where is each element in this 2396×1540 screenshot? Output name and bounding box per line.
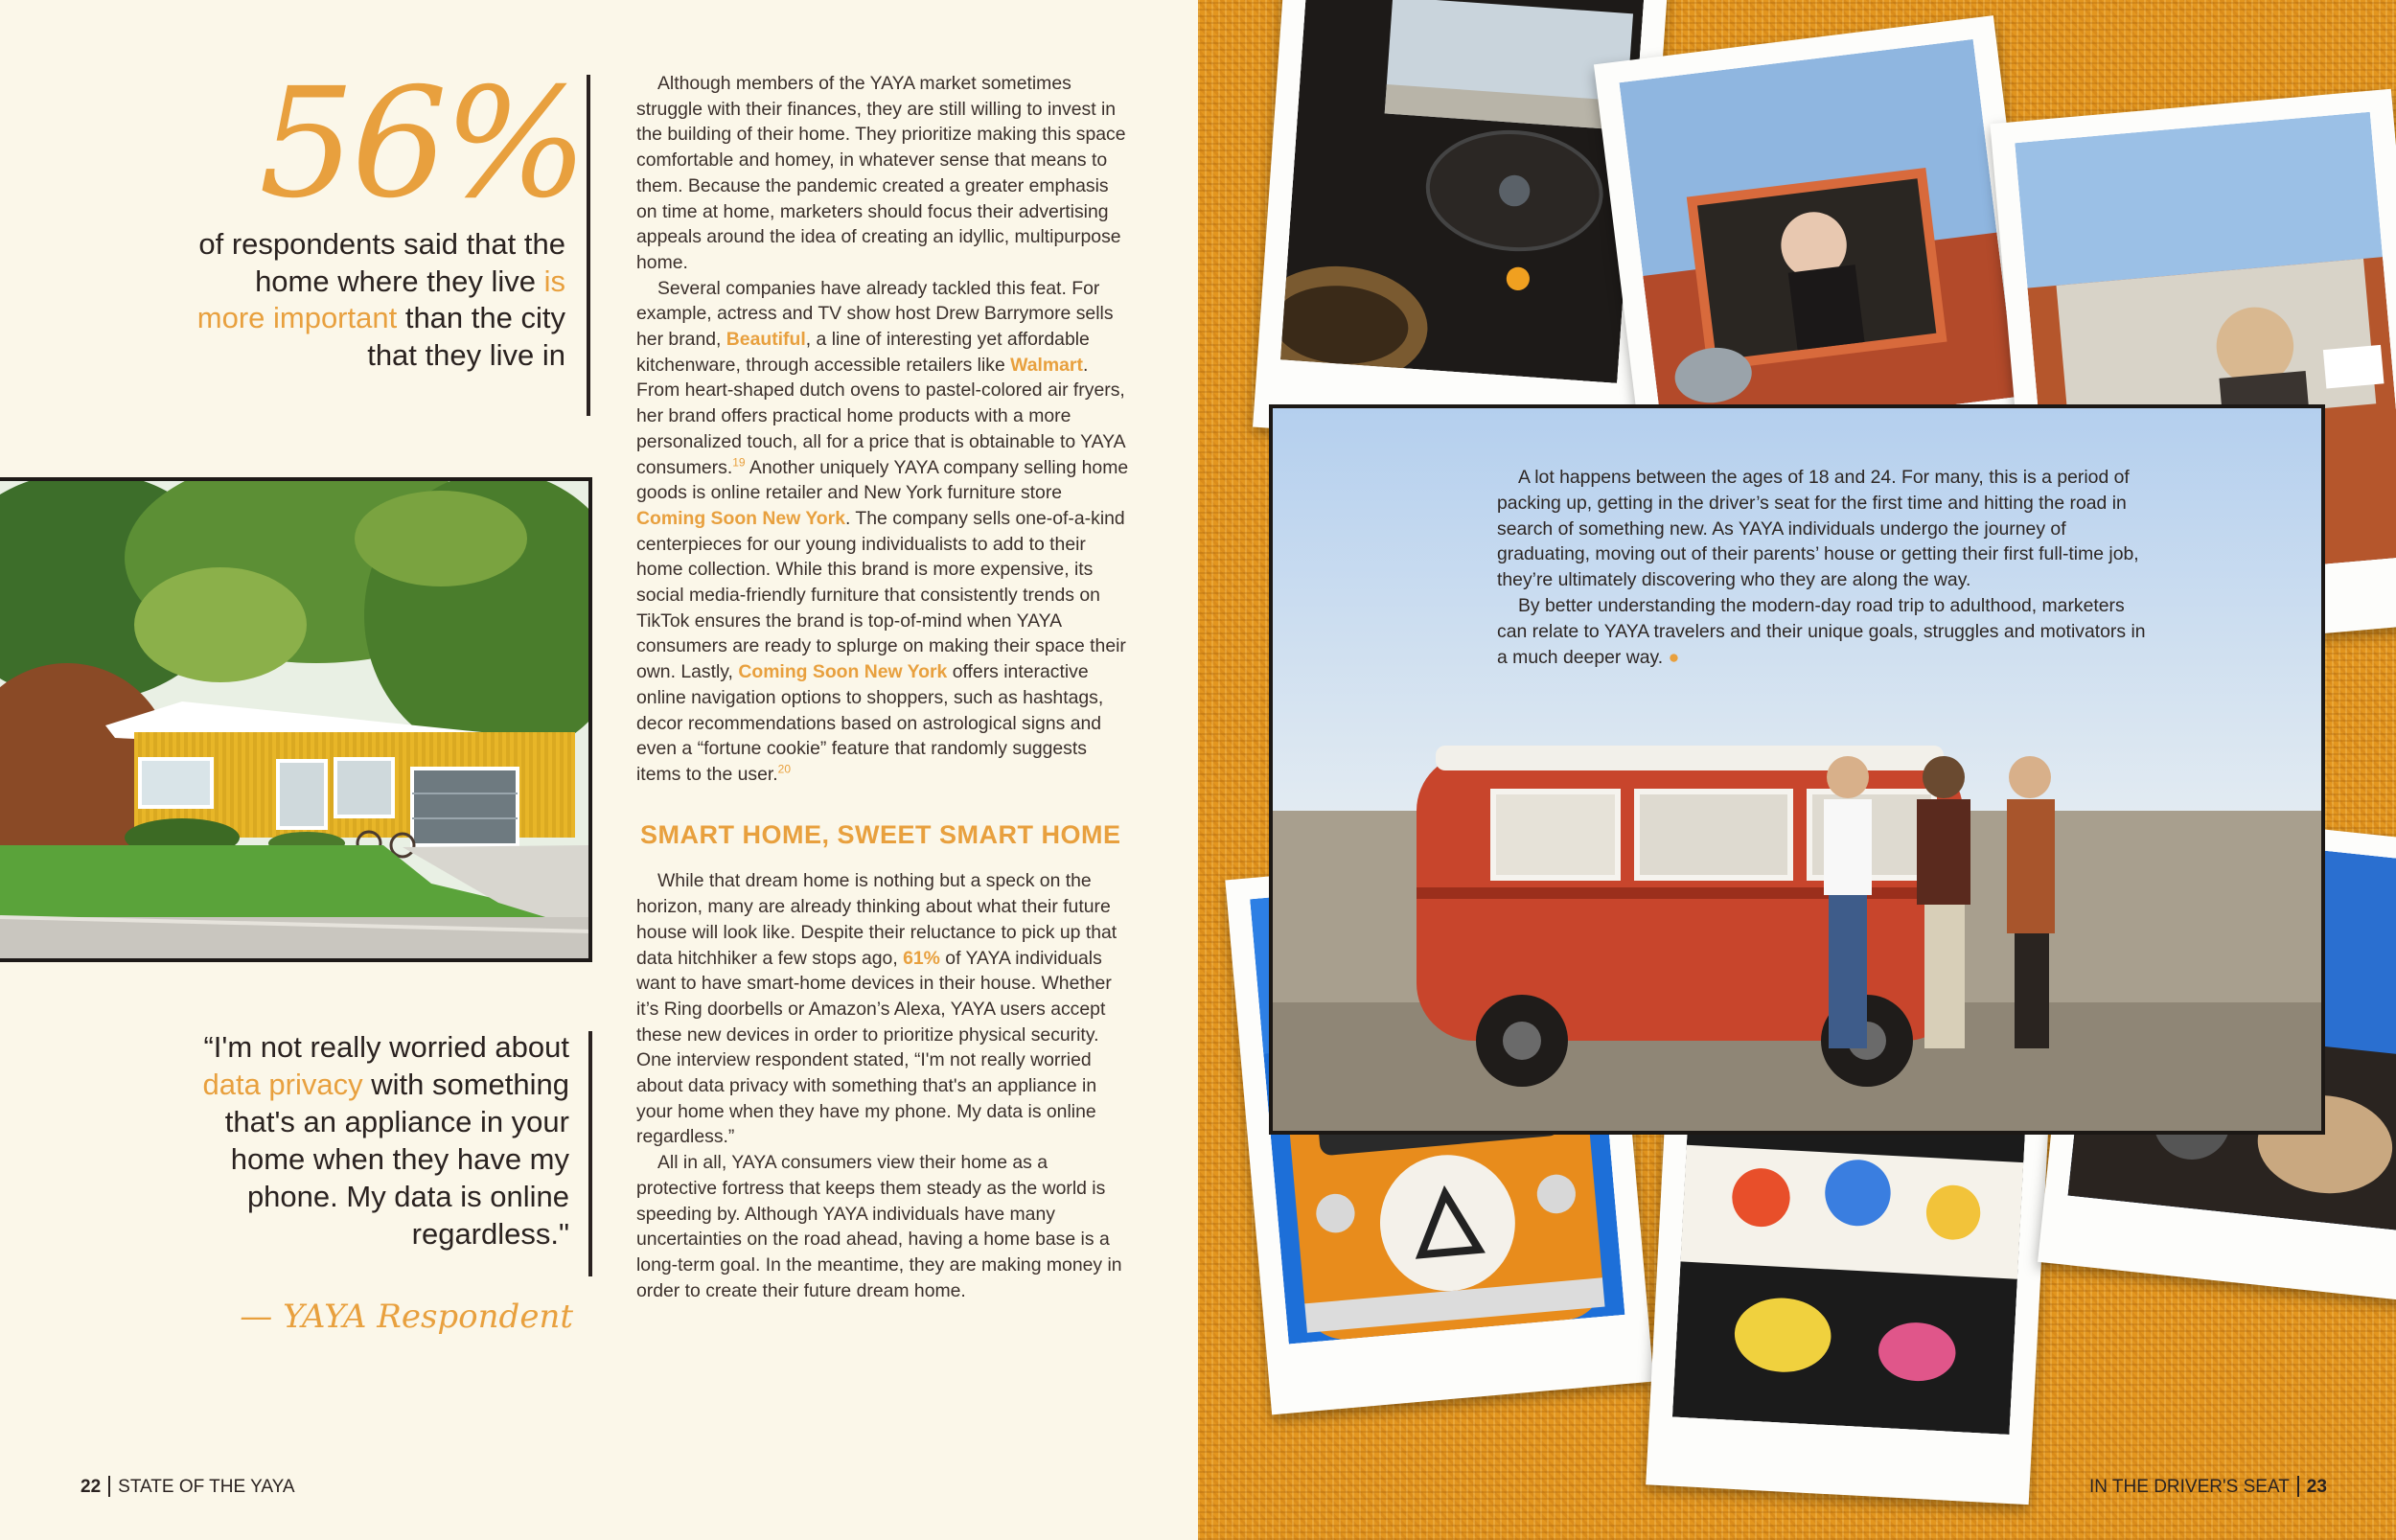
body-paragraph-3	[636, 868, 1133, 1150]
body-paragraph-2	[636, 276, 1133, 788]
stat-caption	[192, 226, 565, 374]
van-interior-illustration	[1280, 0, 1644, 383]
caption-paragraph-1: A lot happens between the ages of 18 and 24. For many, this is a period of packing up, getting in the driver’s seat for the first time and hitting the road in search of something new. As YAYA individuals undergo the journey of graduating, moving out of their parents’ house or getting their first full-time job, they’re ultimately discovering who they are along the way.	[1497, 467, 2139, 591]
text-span: While that dream home is nothing but a speck on the horizon, many are already thinking about what their future house will look like. Despite their reluctance to pick up that data hitchhiker a few stops ago,	[636, 870, 1117, 969]
page-number-left: 22	[81, 1477, 102, 1497]
driver-window-photo	[1619, 39, 2016, 441]
stat-caption-part2: than the city that they live in	[367, 301, 565, 372]
text-span: of YAYA individuals want to have smart-home devices in their house. Whether it’s Ring doorbells or Amazon’s Alexa, YAYA users accept these new devices in order to prioritize physical security. One interview respondent stated, “I'm not really worried about data privacy with something that's an appliance in your home when they have my phone. My data is online regardless.”	[636, 947, 1112, 1148]
text-span: Several companies have already tackled this feat. For example, actress and TV show host Drew Barrymore sells her brand,	[636, 277, 1114, 351]
end-mark-icon: ●	[1668, 646, 1680, 668]
pull-quote-part2: with something that's an appliance in your home when they have my phone. My data is online regardless."	[224, 1068, 569, 1251]
pull-quote-highlight: data privacy	[202, 1068, 363, 1101]
pull-quote	[182, 1028, 569, 1253]
link-coming-soon-new-york-2[interactable]: Coming Soon New York	[738, 661, 948, 683]
stat-caption-highlight: is more important	[196, 264, 565, 334]
link-walmart[interactable]: Walmart	[1010, 354, 1083, 376]
stat-percent: 56%	[259, 56, 585, 232]
footnote-ref-20: 20	[777, 762, 792, 776]
article-body	[636, 71, 1133, 1303]
footer-left	[81, 1476, 295, 1498]
footer-right	[2089, 1476, 2327, 1498]
text-span: . From heart-shaped dutch ovens to pastel-colored air fryers, her brand offers practical home products with a more personalized touch, all for a price that is obtainable to YAYA consumers.	[636, 354, 1125, 478]
stat-caption-part1: of respondents said that the home where they live	[198, 227, 565, 298]
house-illustration	[0, 481, 592, 962]
section-heading: SMART HOME, SWEET SMART HOME	[640, 819, 1121, 849]
link-beautiful[interactable]: Beautiful	[726, 329, 806, 351]
footer-divider	[108, 1476, 110, 1497]
quote-divider	[588, 1031, 592, 1276]
link-coming-soon-new-york[interactable]: Coming Soon New York	[636, 507, 845, 529]
footnote-ref-19: 19	[732, 455, 746, 470]
driver-window-illustration	[1619, 39, 2016, 441]
stat-divider	[587, 75, 590, 416]
pull-quote-part1: “I'm not really worried about	[203, 1030, 569, 1064]
caption-paragraph-2	[1497, 593, 2158, 670]
body-paragraph-4: All in all, YAYA consumers view their home as a protective fortress that keeps them steady as the world is speeding by. Although YAYA individuals have many uncertainties on the road ahead, having a home base is a long-term goal. In the meantime, they are making money in order to create their future dream home.	[636, 1152, 1122, 1301]
text-span: , a line of interesting yet affordable kitchenware, through accessible retailers like	[636, 329, 1090, 376]
page-number-right: 23	[2306, 1477, 2327, 1497]
body-paragraph-1: Although members of the YAYA market sometimes struggle with their finances, they are still willing to invest in the building of their home. They prioritize making this space comfortable and homey, in whatever sense that means to them. Because the pandemic created a greater emphasis on time at home, marketers should focus their advertising appeals around the idea of creating an idyllic, multipurpose home.	[636, 73, 1126, 273]
van-interior-photo	[1280, 0, 1644, 383]
caption-paragraph-2-text: By better understanding the modern-day road trip to adulthood, marketers can relate to YAYA travelers and their unique goals, struggles and motivators in a much deeper way.	[1497, 594, 2146, 668]
text-span: Another uniquely YAYA company selling home goods is online retailer and New York furniture store	[636, 456, 1129, 504]
footer-divider	[2297, 1476, 2299, 1497]
footer-section-right: IN THE DRIVER'S SEAT	[2089, 1477, 2290, 1497]
quote-author: — YAYA Respondent	[240, 1298, 573, 1336]
stat-61-percent: 61%	[903, 947, 940, 969]
text-span: offers interactive online navigation options to shoppers, such as hashtags, decor recommendations based on astrological signs and even a “fortune cookie” feature that randomly suggests items to the user.	[636, 661, 1104, 785]
house-photo	[0, 477, 592, 962]
footer-section-left: STATE OF THE YAYA	[118, 1477, 295, 1497]
main-photo-caption	[1497, 465, 2158, 670]
text-span: . The company sells one-of-a-kind centerpieces for our young individualists to add to their home collection. While this brand is more expensive, its social media-friendly furniture that consistently trends on TikTok ensures the brand is top-of-mind when YAYA consumers are ready to splurge on making their space their own. Lastly,	[636, 507, 1126, 683]
